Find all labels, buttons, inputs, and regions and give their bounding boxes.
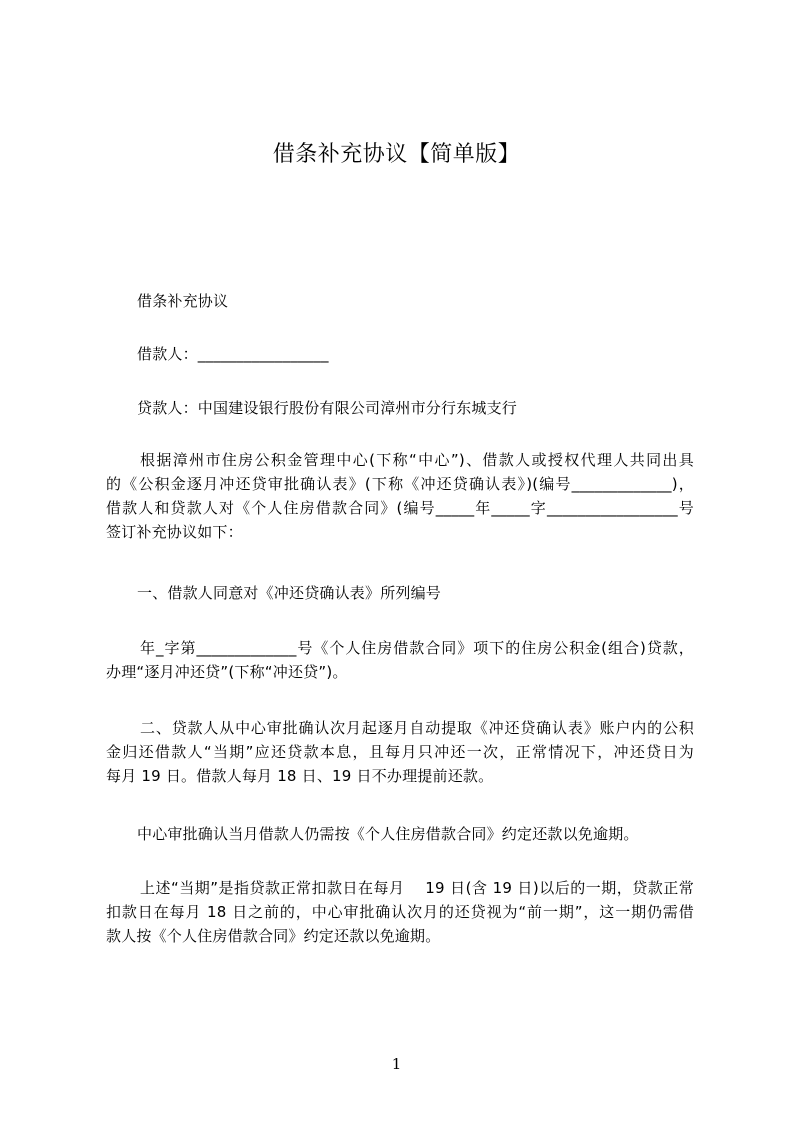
document-title: 借条补充协议【简单版】 — [272, 142, 521, 167]
preamble-line-1: 根据漳州市住房公积金管理中心(下称“中心”)、借款人或授权代理人共同出具 — [140, 451, 694, 469]
borrower-line: 借款人：_________________ — [137, 345, 329, 363]
preamble-paragraph — [106, 448, 694, 544]
preamble-line-2: 的《公积金逐月冲还贷审批确认表》(下称《冲还贷确认表》)(编号_____________)， — [106, 475, 694, 493]
clause-2-line-2: 金归还借款人“当期”应还贷款本息，且每月只冲还一次，正常情况下，冲还贷日为 — [106, 743, 694, 761]
agreement-heading: 借条补充协议 — [137, 292, 229, 310]
clause-1-line-1: 年_字第_____________号《个人住房借款合同》项下的住房公积金(组合)贷款， — [140, 639, 694, 657]
center-note: 中心审批确认当月借款人仍需按《个人住房借款合同》约定还款以免逾期。 — [137, 825, 639, 843]
clause-2-body — [106, 716, 694, 788]
lender-line: 贷款人：中国建设银行股份有限公司漳州市分行东城支行 — [137, 399, 518, 417]
current-period-line-3: 款人按《个人住房借款合同》约定还款以免逾期。 — [106, 927, 441, 945]
clause-1-body — [106, 636, 694, 684]
page-number: 1 — [391, 1055, 402, 1073]
clause-2-line-1: 二、贷款人从中心审批确认次月起逐月自动提取《冲还贷确认表》账户内的公积 — [140, 719, 694, 737]
preamble-line-4: 签订补充协议如下： — [106, 523, 243, 541]
clause-2-line-3: 每月 19 日。借款人每月 18 日、19 日不办理提前还款。 — [106, 767, 494, 785]
current-period-paragraph — [106, 876, 694, 948]
preamble-line-3: 借款人和贷款人对《个人住房借款合同》(编号_____年_____字_________________号 — [106, 499, 694, 517]
current-period-line-2: 扣款日在每月 18 日之前的，中心审批确认次月的还贷视为“前一期”，这一期仍需借 — [106, 903, 694, 921]
clause-1-title: 一、借款人同意对《冲还贷确认表》所列编号 — [137, 584, 442, 602]
clause-1-line-2: 办理“逐月冲还贷”(下称“冲还贷”)。 — [106, 663, 348, 681]
current-period-line-1: 上述“当期”是指贷款正常扣款日在每月 19 日(含 19 日)以后的一期，贷款正常 — [140, 879, 694, 897]
